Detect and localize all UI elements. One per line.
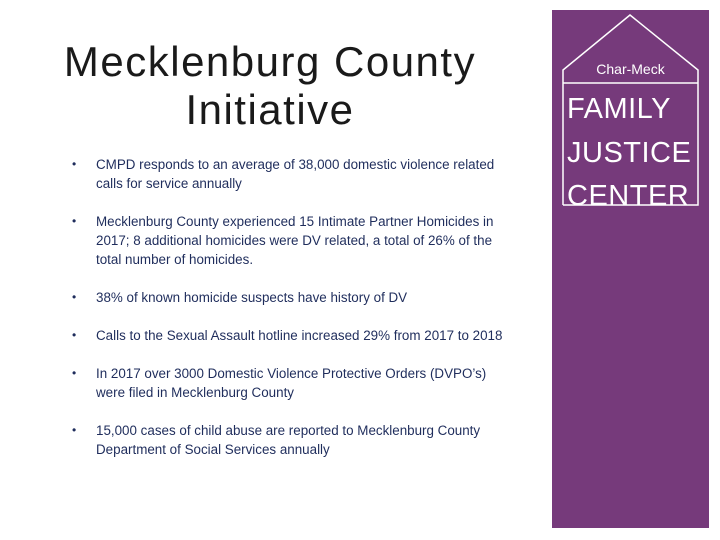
bullet-item xyxy=(70,421,510,459)
bullet-text: CMPD responds to an average of 38,000 domestic violence related calls for service annually xyxy=(96,157,495,191)
bullet-text: In 2017 over 3000 Domestic Violence Protective Orders (DVPO’s) were filed in Mecklenburg County xyxy=(96,366,487,400)
sidebar-panel xyxy=(552,10,709,528)
slide-title-line-1: Mecklenburg County xyxy=(63,38,477,85)
logo-line-family: FAMILY xyxy=(567,93,671,125)
bullet-item xyxy=(70,288,510,307)
family-justice-center-logo xyxy=(562,14,699,212)
bullet-text: 38% of known homicide suspects have history of DV xyxy=(96,290,408,305)
bullet-icon: • xyxy=(72,366,77,380)
bullet-item xyxy=(70,326,510,345)
bullet-item xyxy=(70,364,510,402)
bullet-text: 15,000 cases of child abuse are reported to Mecklenburg County Department of Social Services annually xyxy=(96,423,481,457)
slide-title xyxy=(30,38,510,134)
logo-line-center: CENTER xyxy=(567,180,690,212)
bullet-text: Mecklenburg County experienced 15 Intimate Partner Homicides in 2017; 8 additional homicides were DV related, a total of 26% of the total number of homicides. xyxy=(96,214,494,267)
bullet-list xyxy=(70,155,510,478)
bullet-icon: • xyxy=(72,423,77,437)
bullet-item xyxy=(70,155,510,193)
bullet-icon: • xyxy=(72,214,77,228)
bullet-icon: • xyxy=(72,290,77,304)
logo-top-text: Char-Meck xyxy=(596,61,665,77)
bullet-text: Calls to the Sexual Assault hotline increased 29% from 2017 to 2018 xyxy=(96,328,503,343)
slide-title-line-2: Initiative xyxy=(185,86,355,133)
bullet-icon: • xyxy=(72,328,77,342)
logo-line-justice: JUSTICE xyxy=(567,137,692,169)
bullet-item xyxy=(70,212,510,269)
bullet-icon: • xyxy=(72,157,77,171)
